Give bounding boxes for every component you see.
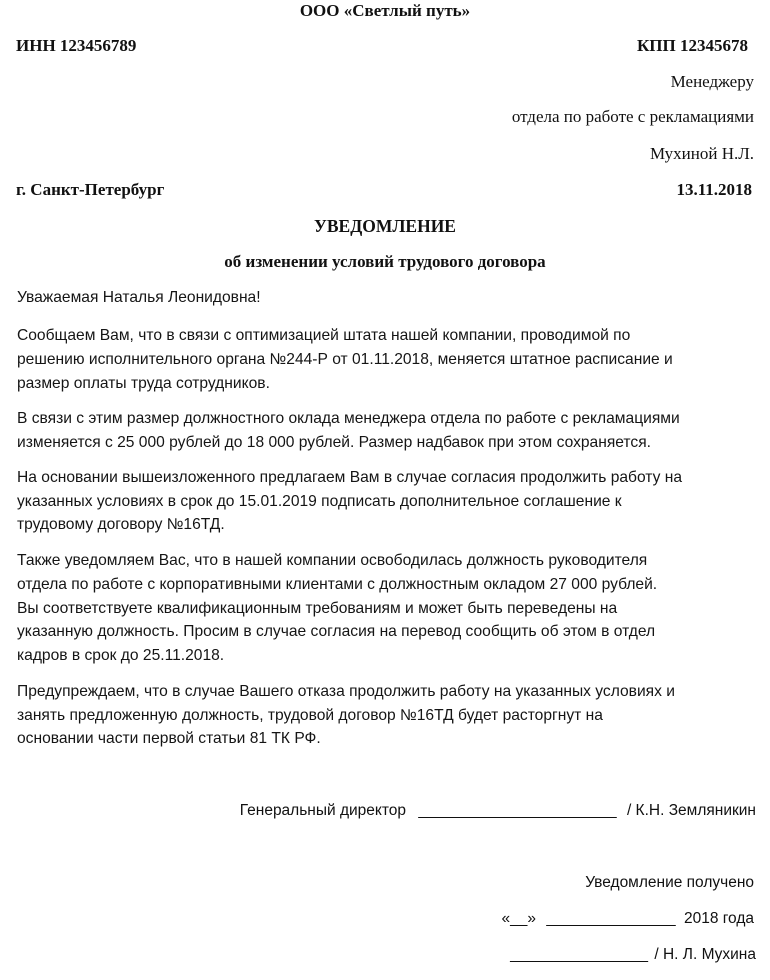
paragraph-3-line-3: трудовому договору №16ТД.	[17, 516, 225, 533]
document-title: УВЕДОМЛЕНИЕ	[314, 216, 456, 236]
paragraph-3-line-1: На основании вышеизложенного предлагаем Вам в случае согласия продолжить работу на	[17, 469, 683, 486]
paragraph-5-line-1: Предупреждаем, что в случае Вашего отказа продолжить работу на указанных условиях и	[17, 683, 675, 700]
receipt-signer-name: / Н. Л. Мухина	[654, 946, 756, 963]
paragraph-1-line-2: решению исполнительного органа №244-Р от 01.11.2018, меняется штатное расписание и	[17, 351, 673, 368]
receipt-day-open: «	[501, 910, 511, 927]
recipient-position: Менеджеру	[670, 72, 754, 91]
paragraph-2-line-2: изменяется с 25 000 рублей до 18 000 рублей. Размер надбавок при этом сохраняется.	[17, 434, 651, 451]
paragraph-4-line-4: указанную должность. Просим в случае согласия на перевод сообщить об этом в отдел	[17, 623, 656, 640]
receipt-month-blank: _______________	[546, 910, 676, 927]
receipt-day-close: »	[527, 910, 537, 927]
paragraph-4-line-1: Также уведомляем Вас, что в нашей компании освободилась должность руководителя	[17, 552, 648, 569]
greeting: Уважаемая Наталья Леонидовна!	[17, 289, 261, 306]
receipt-day-blank: __	[510, 910, 528, 927]
document-city: г. Санкт-Петербург	[16, 180, 165, 199]
director-label: Генеральный директор	[239, 802, 407, 819]
recipient-department: отдела по работе с рекламациями	[511, 107, 754, 126]
recipient-name: Мухиной Н.Л.	[649, 144, 754, 163]
receipt-signature-blank: ________________	[510, 946, 649, 963]
receipt-date-row	[502, 909, 754, 929]
paragraph-4-line-3: Вы соответствуете квалификационным требованиям и может быть переведены на	[17, 600, 618, 617]
director-signature-row	[240, 801, 756, 821]
kpp-number: КПП 12345678	[636, 36, 748, 55]
inn-number: ИНН 123456789	[16, 36, 137, 55]
paragraph-4-line-5: кадров в срок до 25.11.2018.	[17, 647, 225, 664]
paragraph-2-line-1: В связи с этим размер должностного оклада менеджера отдела по работе с рекламациями	[17, 410, 680, 427]
document-date: 13.11.2018	[676, 180, 752, 199]
paragraph-4-line-2: отдела по работе с корпоративными клиентами с должностным окладом 27 000 рублей.	[17, 576, 658, 593]
company-name: ООО «Светлый путь»	[299, 1, 471, 20]
receipt-label: Уведомление получено	[585, 874, 754, 891]
document-subtitle: об изменении условий трудового договора	[224, 252, 546, 271]
receipt-year: 2018 года	[683, 910, 754, 927]
paragraph-1-line-1: Сообщаем Вам, что в связи с оптимизацией штата нашей компании, проводимой по	[17, 327, 631, 344]
director-signature-line: _______________________	[418, 802, 617, 819]
receipt-signature-row	[510, 945, 756, 965]
director-name: / К.Н. Земляникин	[626, 802, 756, 819]
paragraph-3-line-2: указанных условиях в срок до 15.01.2019 подписать дополнительное соглашение к	[17, 493, 622, 510]
paragraph-5-line-3: основании части первой статьи 81 ТК РФ.	[17, 730, 321, 747]
paragraph-5-line-2: занять предложенную должность, трудовой договор №16ТД будет расторгнут на	[17, 707, 603, 724]
paragraph-1-line-3: размер оплаты труда сотрудников.	[17, 375, 270, 392]
